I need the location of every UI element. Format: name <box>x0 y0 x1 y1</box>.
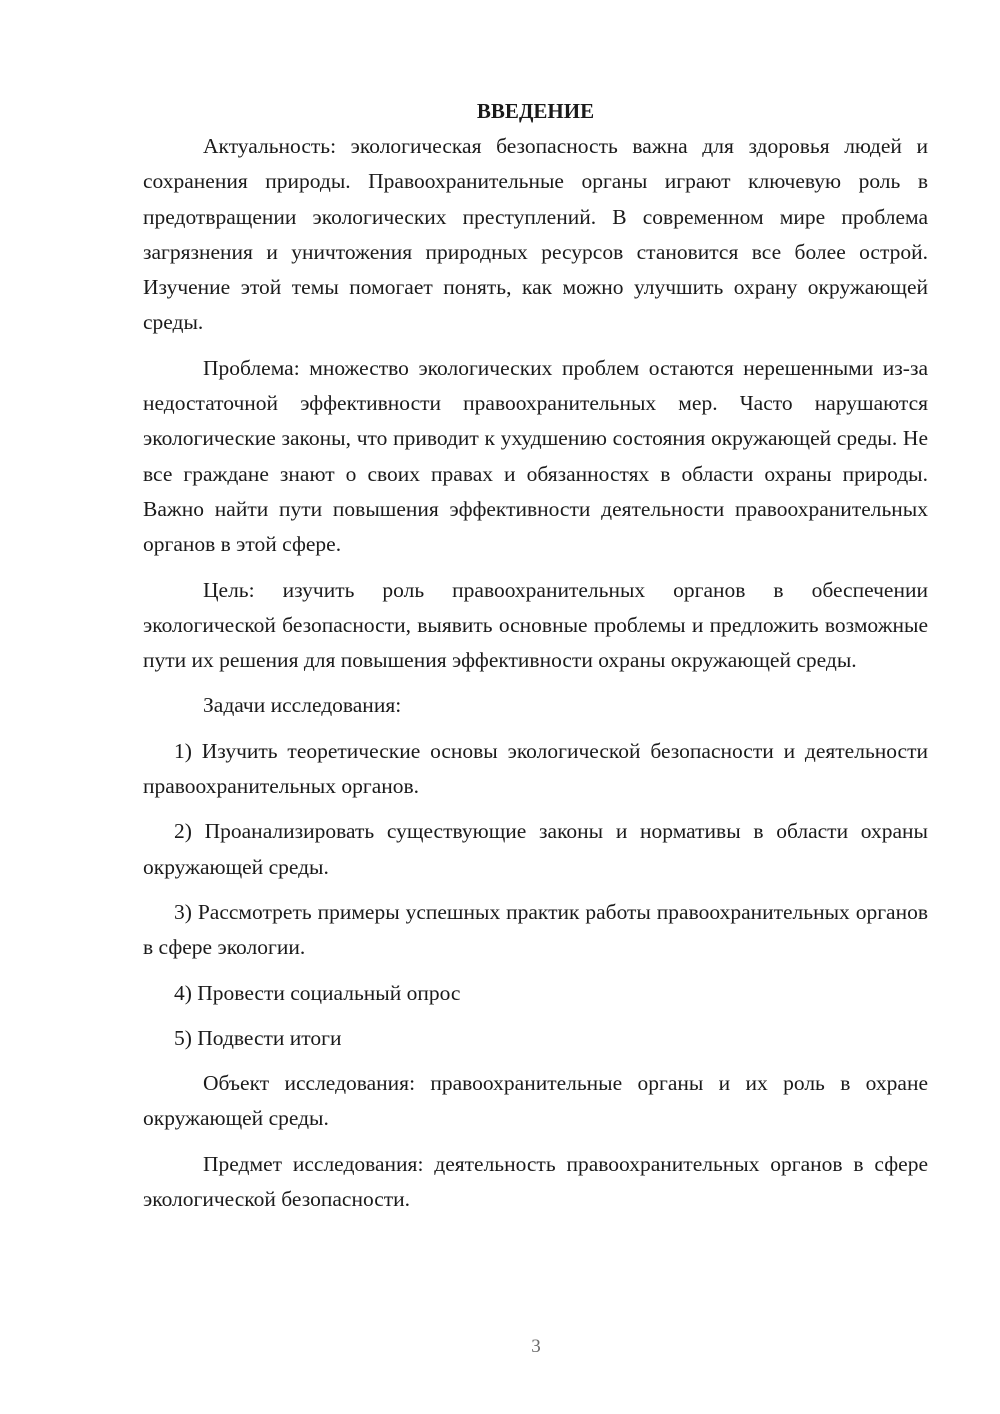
document-page <box>143 94 928 1217</box>
paragraph-goal: Цель: изучить роль правоохранительных органов в обеспечении экологической безопасности, выявить основные проблемы и предложить возможные пути их решения для повышения эффективности охраны окружающей среды. <box>143 577 928 673</box>
paragraph-relevance: Актуальность: экологическая безопасность важна для здоровья людей и сохранения природы. Правоохранительные органы играют ключевую роль в предотвращении экологических преступлений. В современном мире проблема загрязнения и уничтожения природных ресурсов становится все более острой. Изучение этой темы помогает понять, как можно улучшить охрану окружающей среды. <box>143 134 928 335</box>
page-number: 3 <box>531 1336 541 1357</box>
list-item: 2) Проанализировать существующие законы и нормативы в области охраны окружающей среды. <box>143 819 928 879</box>
list-item: 5) Подвести итоги <box>174 1025 342 1050</box>
list-item: 1) Изучить теоретические основы экологической безопасности и деятельности правоохранительных органов. <box>143 738 928 799</box>
paragraph-problem: Проблема: множество экологических проблем остаются нерешенными из-за недостаточной эффективности правоохранительных мер. Часто нарушаются экологические законы, что приводит к ухудшению состояния окружающей среды. Не все граждане знают о своих правах и обязанностях в области охраны природы. Важно найти пути повышения эффективности деятельности правоохранительных органов в этой сфере. <box>143 355 928 557</box>
paragraph-subject: Предмет исследования: деятельность правоохранительных органов в сфере экологической безопасности. <box>143 1151 928 1212</box>
list-item: 4) Провести социальный опрос <box>174 980 461 1005</box>
page-title: ВВЕДЕНИЕ <box>476 99 595 123</box>
tasks-heading: Задачи исследования: <box>203 693 402 718</box>
paragraph-object: Объект исследования: правоохранительные органы и их роль в охране окружающей среды. <box>143 1071 928 1131</box>
list-item: 3) Рассмотреть примеры успешных практик работы правоохранительных органов в сфере экологии. <box>143 899 928 960</box>
tasks-list <box>143 734 928 1056</box>
